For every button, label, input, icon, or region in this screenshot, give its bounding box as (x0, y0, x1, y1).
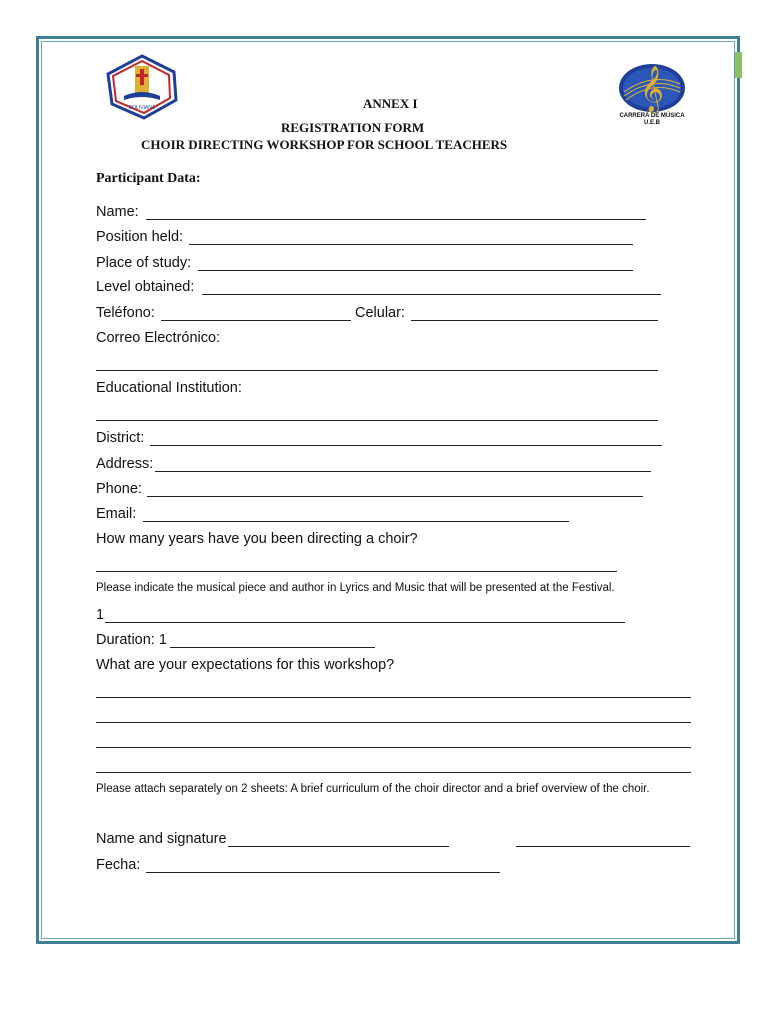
expectations-line-3[interactable] (96, 747, 691, 748)
music-career-logo-caption (610, 113, 694, 127)
university-logo-label: BOLIVIANA (128, 105, 156, 111)
form-title: REGISTRATION FORM (281, 120, 425, 135)
expectations-question: What are your expectations for this workshop? (96, 657, 395, 673)
section-title: Participant Data: (96, 171, 201, 186)
years-question: How many years have you been directing a choir? (96, 531, 418, 547)
expectations-line-1[interactable] (96, 697, 691, 698)
correo-field[interactable] (96, 370, 658, 371)
piece-1-label: 1 (96, 607, 105, 623)
logo-caption-line-1: CARRERA DE MÚSICA (619, 113, 685, 119)
celular-label: Celular: (355, 305, 405, 321)
place-of-study-field[interactable] (198, 270, 633, 271)
place-of-study-label: Place of study: (96, 255, 192, 271)
phone-label: Phone: (96, 481, 142, 497)
level-label: Level obtained: (96, 279, 195, 295)
years-field[interactable] (96, 571, 617, 572)
phone-field[interactable] (147, 496, 643, 497)
logo-caption-line-2: U.E.B (643, 120, 660, 126)
page-edge-tab (735, 52, 742, 78)
telefono-label: Teléfono: (96, 305, 155, 321)
telefono-field[interactable] (161, 320, 351, 321)
level-field[interactable] (202, 294, 661, 295)
piece-instruction: Please indicate the musical piece and author in Lyrics and Music that will be presented at the Festival. (96, 582, 615, 594)
signature-label: Name and signature (96, 831, 227, 847)
fecha-field[interactable] (146, 872, 500, 873)
correo-label: Correo Electrónico: (96, 330, 221, 346)
email-field[interactable] (143, 521, 569, 522)
name-label: Name: (96, 204, 139, 220)
position-label: Position held: (96, 229, 184, 245)
name-field[interactable] (146, 219, 646, 220)
email-label: Email: (96, 506, 137, 522)
institution-field[interactable] (96, 420, 658, 421)
expectations-line-4[interactable] (96, 772, 691, 773)
duration-field[interactable] (170, 647, 375, 648)
celular-field[interactable] (411, 320, 658, 321)
duration-label: Duration: 1 (96, 632, 167, 648)
annex-label: ANNEX I (363, 96, 418, 111)
district-field[interactable] (150, 445, 662, 446)
university-logo (104, 54, 180, 120)
workshop-title: CHOIR DIRECTING WORKSHOP FOR SCHOOL TEACHERS (141, 137, 508, 152)
fecha-label: Fecha: (96, 857, 141, 873)
institution-label: Educational Institution: (96, 380, 242, 396)
svg-text:𝄞: 𝄞 (640, 66, 664, 112)
address-field[interactable] (155, 471, 651, 472)
signature-field[interactable] (516, 846, 690, 847)
address-label: Address: (96, 456, 154, 472)
piece-1-field[interactable] (105, 622, 625, 623)
position-field[interactable] (189, 244, 633, 245)
attachment-instruction: Please attach separately on 2 sheets: A brief curriculum of the choir director and a brief overview of the choir. (96, 783, 650, 795)
signature-name-field[interactable] (228, 846, 449, 847)
district-label: District: (96, 430, 145, 446)
expectations-line-2[interactable] (96, 722, 691, 723)
